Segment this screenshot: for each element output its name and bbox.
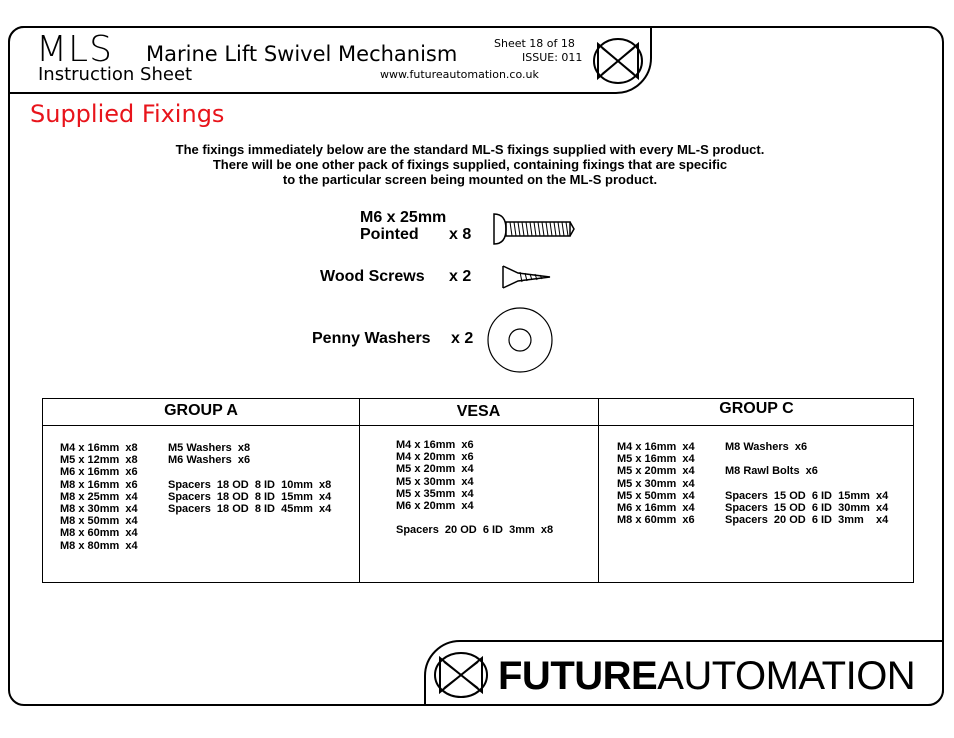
vesa-screws-spacers: M4 x 16mm x6 M4 x 20mm x6 M5 x 20mm x4 M5 x 30mm x4 M5 x 35mm x4 M6 x 20mm x4 Spacers 20 OD 6 ID 3mm x8: [396, 439, 554, 537]
fixing-washer-qty: x 2: [451, 330, 474, 347]
brand-future: FUTURE: [498, 654, 658, 698]
footer-brand: [498, 652, 915, 700]
intro-line-3: to the particular screen being mounted on the ML-S product.: [282, 172, 658, 187]
group-c-washers-bolts-spacers: M8 Washers x6 M8 Rawl Bolts x6 Spacers 15 OD 6 ID 15mm x4 Spacers 15 OD 6 ID 30mm x4 Spacers 20 OD 6 ID 3mm x4: [725, 441, 889, 527]
intro-line-1: The fixings immediately below are the standard ML-S fixings supplied with every ML-S product.: [175, 142, 765, 157]
brand-automation: AUTOMATION: [657, 654, 916, 698]
fixing-washer-label: Penny Washers: [312, 330, 431, 347]
intro-line-2: There will be one other pack of fixings supplied, containing fixings that are specific: [212, 157, 728, 172]
issue-number: ISSUE: 011: [522, 51, 583, 64]
section-title: Supplied Fixings: [30, 100, 225, 128]
fixing-wood-screw-label: Wood Screws: [320, 268, 425, 285]
website-link[interactable]: www.futureautomation.co.uk: [380, 68, 539, 81]
wood-screw-icon: [500, 264, 552, 290]
document-title: Marine Lift Swivel Mechanism: [146, 42, 458, 66]
table-divider: [359, 399, 360, 582]
table-divider: [598, 399, 599, 582]
column-header-group-a: GROUP A: [164, 402, 238, 419]
fixing-bolt-label: M6 x 25mm: [360, 209, 447, 226]
future-automation-logo-icon: [592, 36, 644, 86]
document-subtitle: Instruction Sheet: [38, 64, 193, 85]
intro-text: [100, 142, 840, 187]
page-frame: [8, 26, 944, 706]
mls-logo-text: MLS: [36, 29, 113, 70]
group-a-screws: M4 x 16mm x8 M5 x 12mm x8 M6 x 16mm x6 M8 x 16mm x6 M8 x 25mm x4 M8 x 30mm x4 M8 x 50mm x4 M8 x 60mm x4 M8 x 80mm x4: [60, 442, 138, 552]
table-header-divider: [43, 425, 913, 426]
fixings-table: [42, 398, 914, 583]
washer-icon: [486, 306, 554, 374]
sheet-number: Sheet 18 of 18: [494, 37, 575, 50]
fixing-bolt-qty: x 8: [449, 226, 472, 243]
bolt-icon: [492, 212, 576, 246]
column-header-group-c: GROUP C: [719, 400, 794, 417]
column-header-vesa: VESA: [456, 403, 501, 420]
footer-logo-icon: [432, 650, 490, 700]
group-c-screws: M4 x 16mm x4 M5 x 16mm x4 M5 x 20mm x4 M5 x 30mm x4 M5 x 50mm x4 M6 x 16mm x4 M8 x 60mm x6: [617, 441, 695, 527]
fixing-wood-screw-qty: x 2: [449, 268, 472, 285]
fixing-bolt-label2: Pointed: [360, 226, 419, 243]
group-a-washers-spacers: M5 Washers x8 M6 Washers x6 Spacers 18 OD 8 ID 10mm x8 Spacers 18 OD 8 ID 15mm x4 Spacers 18 OD 8 ID 45mm x4: [168, 442, 332, 516]
